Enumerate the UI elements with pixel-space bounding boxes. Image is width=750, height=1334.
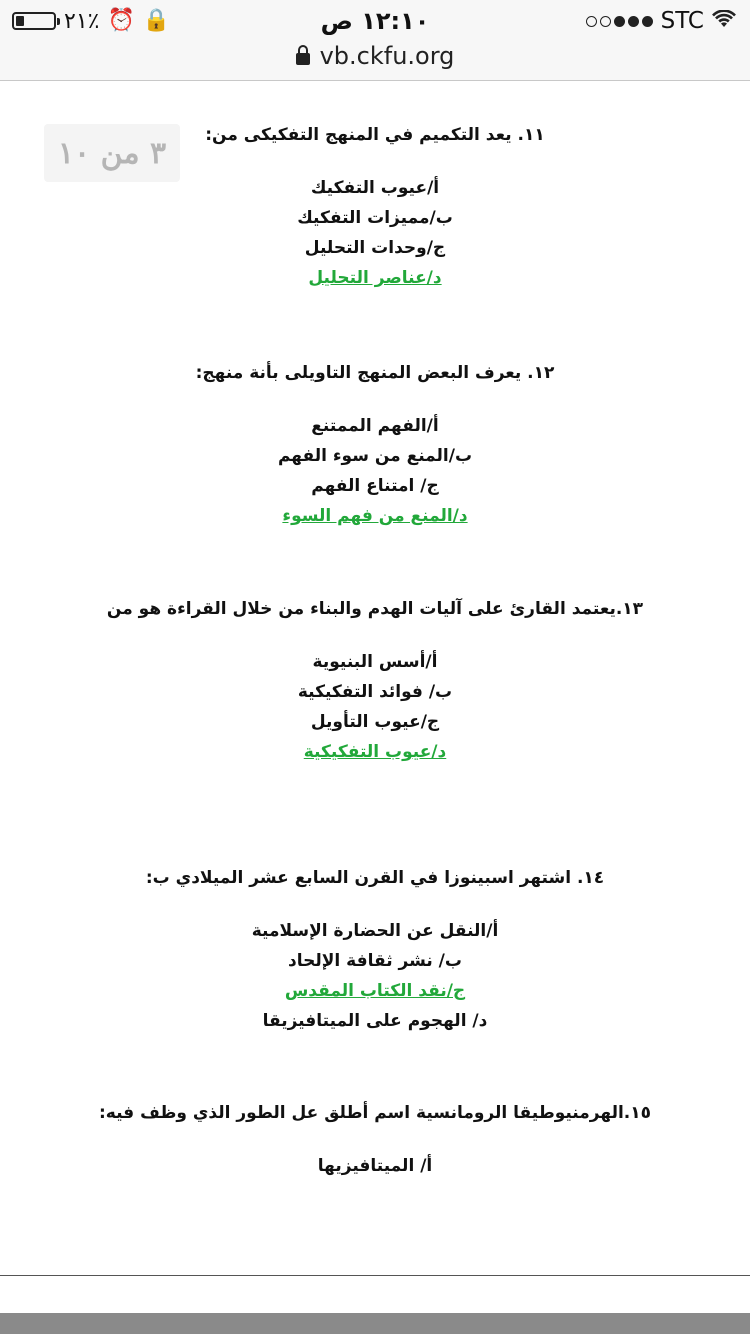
signal-dot <box>642 16 653 27</box>
answer-option: أ/الفهم الممتنع <box>311 416 439 436</box>
question-13 <box>0 599 750 767</box>
answer-option: ج/وحدات التحليل <box>304 238 446 258</box>
correct-answer-option: د/عناصر التحليل <box>308 268 442 288</box>
answer-option: ج/ امتناع الفهم <box>311 476 439 496</box>
correct-answer-option: د/عيوب التفكيكية <box>303 742 447 762</box>
answer-option: أ/النقل عن الحضارة الإسلامية <box>251 921 499 941</box>
answer-option: أ/عيوب التفكيك <box>310 178 440 198</box>
answer-option: ب/مميزات التفكيك <box>297 208 453 228</box>
question-title: ١٣.يعتمد القارئ على آليات الهدم والبناء من خلال القراءة هو من <box>106 599 644 619</box>
divider <box>0 1275 750 1276</box>
url-text[interactable]: vb.ckfu.org <box>319 42 455 70</box>
question-title: ١٥.الهرمنيوطيقا الرومانسية اسم أطلق عل الطور الذي وظف فيه: <box>99 1103 651 1123</box>
answer-option: أ/ الميتافيزيها <box>317 1156 433 1176</box>
battery-percent: ٢١٪ <box>64 8 100 34</box>
question-title: ١١. يعد التكميم في المنهج التفكيكى من: <box>205 125 545 145</box>
browser-chrome <box>0 0 750 81</box>
answer-option: ب/ نشر ثقافة الإلحاد <box>288 951 462 971</box>
wifi-icon <box>712 10 736 33</box>
signal-dot <box>614 16 625 27</box>
battery-icon <box>12 12 56 30</box>
answer-option: د/ الهجوم على الميتافيزيقا <box>262 1011 488 1031</box>
answer-option: ج/عيوب التأويل <box>310 712 440 732</box>
signal-dot <box>586 16 597 27</box>
status-right <box>586 6 736 36</box>
status-time: ١٢:١٠ ص <box>320 7 430 35</box>
signal-strength-icon <box>586 16 653 27</box>
question-15 <box>0 1103 750 1181</box>
answer-option: ب/المنع من سوء الفهم <box>277 446 473 466</box>
question-14 <box>0 868 750 1036</box>
signal-dot <box>600 16 611 27</box>
carrier-name: STC <box>660 8 704 34</box>
correct-answer-option: د/المنع من فهم السوء <box>282 506 468 526</box>
question-title: ١٢. يعرف البعض المنهج التاويلى بأنة منهج: <box>195 363 555 383</box>
question-title: ١٤. اشتهر اسبينوزا في القرن السابع عشر الميلادي ب: <box>145 868 605 888</box>
address-bar[interactable] <box>0 40 750 72</box>
status-left <box>12 6 170 36</box>
signal-dot <box>628 16 639 27</box>
correct-answer-option: ج/نقد الكتاب المقدس <box>284 981 466 1001</box>
answer-option: أ/أسس البنيوية <box>312 652 438 672</box>
rotation-lock-icon: 🔒 <box>142 8 171 33</box>
question-12 <box>0 363 750 531</box>
lock-icon <box>296 53 310 65</box>
page-number-badge: ٣ من ١٠ <box>44 124 180 182</box>
browser-toolbar[interactable] <box>0 1313 750 1334</box>
answer-option: ب/ فوائد التفكيكية <box>297 682 453 702</box>
question-11 <box>0 125 750 293</box>
alarm-clock-icon: ⏰ <box>107 8 135 33</box>
page-content <box>0 80 750 1275</box>
